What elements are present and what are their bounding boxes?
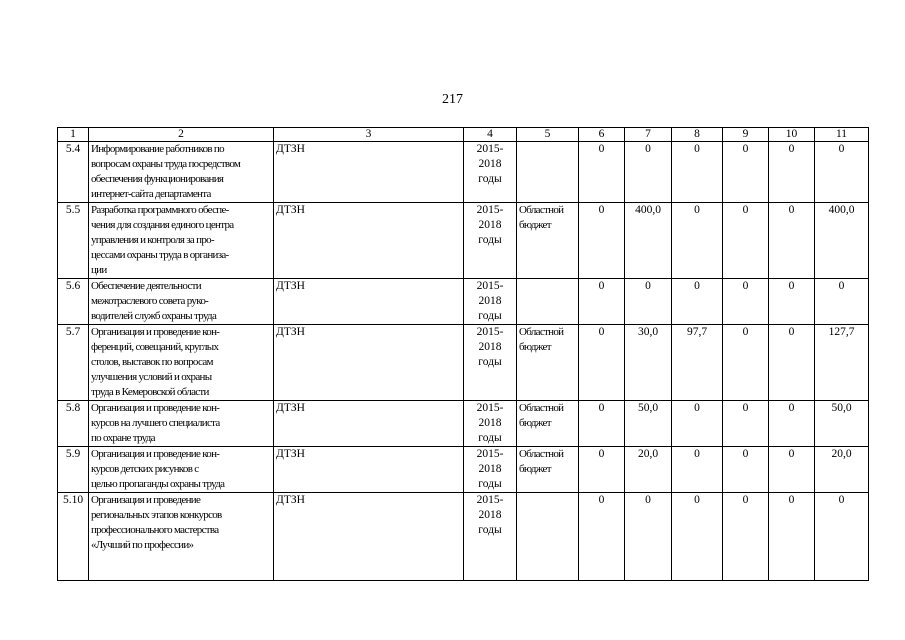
value-cell-9: 0 (723, 401, 769, 447)
table-row (58, 447, 869, 493)
value-cell-6: 0 (579, 401, 625, 447)
value-cell-11: 0 (815, 142, 869, 203)
value-cell-8: 0 (672, 447, 723, 493)
value-cell-9: 0 (723, 447, 769, 493)
value-cell-9: 0 (723, 142, 769, 203)
funding-source-cell (517, 203, 579, 279)
value-cell-10: 0 (769, 279, 815, 325)
header-cell: 6 (579, 128, 625, 142)
program-table (57, 127, 869, 581)
cell-line: 2015- (476, 326, 504, 338)
value-cell-8: 0 (672, 203, 723, 279)
cell-line: 2015- (476, 402, 504, 414)
value-cell-8: 0 (672, 279, 723, 325)
period-cell (464, 279, 517, 325)
cell-line: 2018 (478, 158, 502, 170)
cell-line: 2015- (476, 143, 504, 155)
cell-line: Организация и проведение кон- (91, 326, 220, 338)
value-cell-9: 0 (723, 203, 769, 279)
row-number-cell: 5.5 (58, 203, 89, 279)
funding-source-cell (517, 447, 579, 493)
value-cell-11: 20,0 (815, 447, 869, 493)
value-cell-7: 30,0 (625, 325, 672, 401)
cell-line: столов, выставок по вопросам (91, 356, 213, 368)
value-cell-7: 0 (625, 279, 672, 325)
cell-line: Областной (519, 402, 564, 414)
executor-cell: ДТЗН (274, 325, 464, 401)
value-cell-6: 0 (579, 447, 625, 493)
value-cell-10: 0 (769, 493, 815, 581)
header-cell: 1 (58, 128, 89, 142)
cell-line: «Лучший по профессии» (91, 539, 194, 551)
cell-line: Областной (519, 448, 564, 460)
cell-line: курсов на лучшего специалиста (91, 417, 220, 429)
cell-line: чения для создания единого центра (91, 219, 234, 231)
value-cell-8: 0 (672, 493, 723, 581)
cell-line: годы (478, 356, 502, 368)
value-cell-7: 400,0 (625, 203, 672, 279)
header-row (58, 128, 869, 142)
row-number-cell: 5.9 (58, 447, 89, 493)
cell-line: годы (478, 478, 502, 490)
cell-line: 2015- (476, 280, 504, 292)
cell-line: водителей служб охраны труда (91, 310, 217, 322)
cell-line: 2015- (476, 448, 504, 460)
cell-line: ции (91, 264, 107, 276)
activity-name-cell (89, 325, 274, 401)
value-cell-10: 0 (769, 325, 815, 401)
row-number-cell: 5.4 (58, 142, 89, 203)
header-cell: 11 (815, 128, 869, 142)
cell-line: Организация и проведение кон- (91, 402, 220, 414)
activity-name-cell (89, 493, 274, 581)
cell-line: Организация и проведение кон- (91, 448, 220, 460)
cell-line: 2018 (478, 219, 502, 231)
value-cell-6: 0 (579, 203, 625, 279)
header-cell: 2 (89, 128, 274, 142)
cell-line: по охране труда (91, 432, 155, 444)
cell-line: труда в Кемеровской области (91, 386, 209, 398)
funding-source-cell (517, 142, 579, 203)
page-number: 217 (442, 92, 463, 107)
cell-line: ференций, совещаний, круглых (91, 341, 219, 353)
cell-line: 2015- (476, 204, 504, 216)
cell-line: бюджет (519, 417, 551, 429)
table-row (58, 203, 869, 279)
cell-line: годы (478, 173, 502, 185)
funding-source-cell (517, 493, 579, 581)
activity-name-cell (89, 203, 274, 279)
cell-line: бюджет (519, 341, 551, 353)
cell-line: интернет-сайта департамента (91, 188, 211, 200)
cell-line: 2018 (478, 463, 502, 475)
cell-line: Информирование работников по (91, 143, 224, 155)
row-number-cell: 5.8 (58, 401, 89, 447)
value-cell-8: 0 (672, 401, 723, 447)
value-cell-11: 50,0 (815, 401, 869, 447)
value-cell-9: 0 (723, 279, 769, 325)
cell-line: 2018 (478, 509, 502, 521)
cell-line: Разработка программного обеспе- (91, 204, 229, 216)
period-cell (464, 493, 517, 581)
table-row (58, 493, 869, 581)
executor-cell: ДТЗН (274, 142, 464, 203)
period-cell (464, 447, 517, 493)
header-cell: 3 (274, 128, 464, 142)
value-cell-7: 20,0 (625, 447, 672, 493)
table-row (58, 142, 869, 203)
cell-line: курсов детских рисунков с (91, 463, 199, 475)
cell-line: бюджет (519, 463, 551, 475)
value-cell-10: 0 (769, 447, 815, 493)
funding-source-cell (517, 279, 579, 325)
activity-name-cell (89, 279, 274, 325)
cell-line: годы (478, 234, 502, 246)
cell-line: 2015- (476, 494, 504, 506)
value-cell-8: 0 (672, 142, 723, 203)
cell-line: вопросам охраны труда посредством (91, 158, 241, 170)
value-cell-6: 0 (579, 493, 625, 581)
header-cell: 9 (723, 128, 769, 142)
value-cell-10: 0 (769, 142, 815, 203)
value-cell-10: 0 (769, 203, 815, 279)
period-cell (464, 203, 517, 279)
cell-line: профессионального мастерства (91, 524, 219, 536)
cell-line: Обеспечение деятельности (91, 280, 201, 292)
cell-line: 2018 (478, 341, 502, 353)
cell-line: Областной (519, 204, 564, 216)
value-cell-7: 50,0 (625, 401, 672, 447)
cell-line: годы (478, 310, 502, 322)
executor-cell: ДТЗН (274, 447, 464, 493)
activity-name-cell (89, 447, 274, 493)
row-number-cell: 5.10 (58, 493, 89, 581)
activity-name-cell (89, 142, 274, 203)
value-cell-7: 0 (625, 493, 672, 581)
cell-line: Организация и проведение (91, 494, 201, 506)
header-cell: 7 (625, 128, 672, 142)
cell-line: 2018 (478, 417, 502, 429)
table-body (58, 128, 869, 581)
cell-line: управления и контроля за про- (91, 234, 214, 246)
header-cell: 8 (672, 128, 723, 142)
value-cell-11: 127,7 (815, 325, 869, 401)
value-cell-7: 0 (625, 142, 672, 203)
value-cell-11: 400,0 (815, 203, 869, 279)
funding-source-cell (517, 401, 579, 447)
cell-line: целью пропаганды охраны труда (91, 478, 225, 490)
value-cell-11: 0 (815, 493, 869, 581)
executor-cell: ДТЗН (274, 203, 464, 279)
value-cell-6: 0 (579, 279, 625, 325)
value-cell-11: 0 (815, 279, 869, 325)
row-number-cell: 5.7 (58, 325, 89, 401)
header-cell: 5 (517, 128, 579, 142)
activity-name-cell (89, 401, 274, 447)
row-number-cell: 5.6 (58, 279, 89, 325)
value-cell-9: 0 (723, 493, 769, 581)
executor-cell: ДТЗН (274, 279, 464, 325)
value-cell-6: 0 (579, 142, 625, 203)
executor-cell: ДТЗН (274, 401, 464, 447)
value-cell-9: 0 (723, 325, 769, 401)
header-cell: 4 (464, 128, 517, 142)
cell-line: межотраслевого совета руко- (91, 295, 209, 307)
table-row (58, 279, 869, 325)
table-row (58, 325, 869, 401)
period-cell (464, 142, 517, 203)
header-cell: 10 (769, 128, 815, 142)
cell-line: 2018 (478, 295, 502, 307)
cell-line: обеспечения функционирования (91, 173, 224, 185)
table-row (58, 401, 869, 447)
cell-line: региональных этапов конкурсов (91, 509, 222, 521)
cell-line: годы (478, 432, 502, 444)
cell-line: Областной (519, 326, 564, 338)
cell-line: бюджет (519, 219, 551, 231)
cell-line: цессами охраны труда в организа- (91, 249, 229, 261)
value-cell-6: 0 (579, 325, 625, 401)
value-cell-8: 97,7 (672, 325, 723, 401)
cell-line: улучшения условий и охраны (91, 371, 212, 383)
period-cell (464, 325, 517, 401)
period-cell (464, 401, 517, 447)
funding-source-cell (517, 325, 579, 401)
cell-line: годы (478, 524, 502, 536)
value-cell-10: 0 (769, 401, 815, 447)
executor-cell: ДТЗН (274, 493, 464, 581)
